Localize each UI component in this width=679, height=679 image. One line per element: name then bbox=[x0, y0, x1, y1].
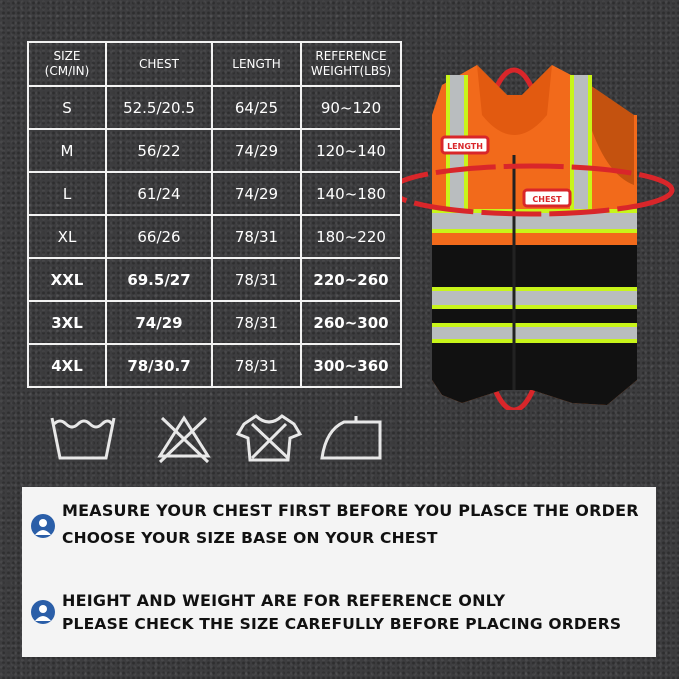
weight-cell: 90~120 bbox=[301, 86, 401, 129]
person-icon bbox=[30, 599, 56, 625]
weight-cell: 180~220 bbox=[301, 215, 401, 258]
chest-cell: 52.5/20.5 bbox=[106, 86, 212, 129]
length-cell: 64/25 bbox=[212, 86, 301, 129]
table-row bbox=[28, 86, 401, 129]
header-chest: CHEST bbox=[106, 42, 212, 86]
table-row bbox=[28, 301, 401, 344]
length-cell: 74/29 bbox=[212, 172, 301, 215]
table-row bbox=[28, 215, 401, 258]
length-cell: 78/31 bbox=[212, 301, 301, 344]
note-1-line-1: MEASURE YOUR CHEST FIRST BEFORE YOU PLASCE THE ORDER bbox=[62, 501, 639, 520]
weight-cell: 300~360 bbox=[301, 344, 401, 387]
length-cell: 78/31 bbox=[212, 215, 301, 258]
size-chart-table bbox=[27, 41, 402, 388]
header-length: LENGTH bbox=[212, 42, 301, 86]
weight-cell: 120~140 bbox=[301, 129, 401, 172]
length-cell: 74/29 bbox=[212, 129, 301, 172]
header-size: SIZE (CM/IN) bbox=[28, 42, 106, 86]
safety-vest-illustration bbox=[402, 55, 679, 410]
chest-tag-label: CHEST bbox=[532, 195, 562, 204]
chest-cell: 56/22 bbox=[106, 129, 212, 172]
size-cell: XL bbox=[28, 215, 106, 258]
chest-cell: 78/30.7 bbox=[106, 344, 212, 387]
table-row bbox=[28, 129, 401, 172]
care-instructions bbox=[40, 412, 400, 468]
weight-cell: 220~260 bbox=[301, 258, 401, 301]
info-panel bbox=[22, 487, 656, 657]
wash-30-icon bbox=[48, 412, 118, 464]
table-row bbox=[28, 172, 401, 215]
header-weight: REFERENCE WEIGHT(LBS) bbox=[301, 42, 401, 86]
size-cell: S bbox=[28, 86, 106, 129]
length-tag-label: LENGTH bbox=[447, 142, 483, 151]
table-header-row bbox=[28, 42, 401, 86]
size-cell: 3XL bbox=[28, 301, 106, 344]
table-row bbox=[28, 344, 401, 387]
size-cell: 4XL bbox=[28, 344, 106, 387]
no-bleach-icon bbox=[154, 412, 214, 464]
note-2-line-1: HEIGHT AND WEIGHT ARE FOR REFERENCE ONLY bbox=[62, 591, 506, 610]
note-2-line-2: PLEASE CHECK THE SIZE CAREFULLY BEFORE PLACING ORDERS bbox=[62, 615, 622, 633]
person-icon bbox=[30, 513, 56, 539]
size-cell: M bbox=[28, 129, 106, 172]
size-cell: XXL bbox=[28, 258, 106, 301]
chest-cell: 69.5/27 bbox=[106, 258, 212, 301]
chest-cell: 66/26 bbox=[106, 215, 212, 258]
length-cell: 78/31 bbox=[212, 258, 301, 301]
weight-cell: 260~300 bbox=[301, 301, 401, 344]
chest-cell: 74/29 bbox=[106, 301, 212, 344]
length-cell: 78/31 bbox=[212, 344, 301, 387]
size-cell: L bbox=[28, 172, 106, 215]
weight-cell: 140~180 bbox=[301, 172, 401, 215]
note-1-line-2: CHOOSE YOUR SIZE BASE ON YOUR CHEST bbox=[62, 529, 438, 547]
no-iron-icon bbox=[316, 412, 386, 464]
no-tumble-dry-icon bbox=[234, 412, 304, 464]
chest-cell: 61/24 bbox=[106, 172, 212, 215]
table-row bbox=[28, 258, 401, 301]
